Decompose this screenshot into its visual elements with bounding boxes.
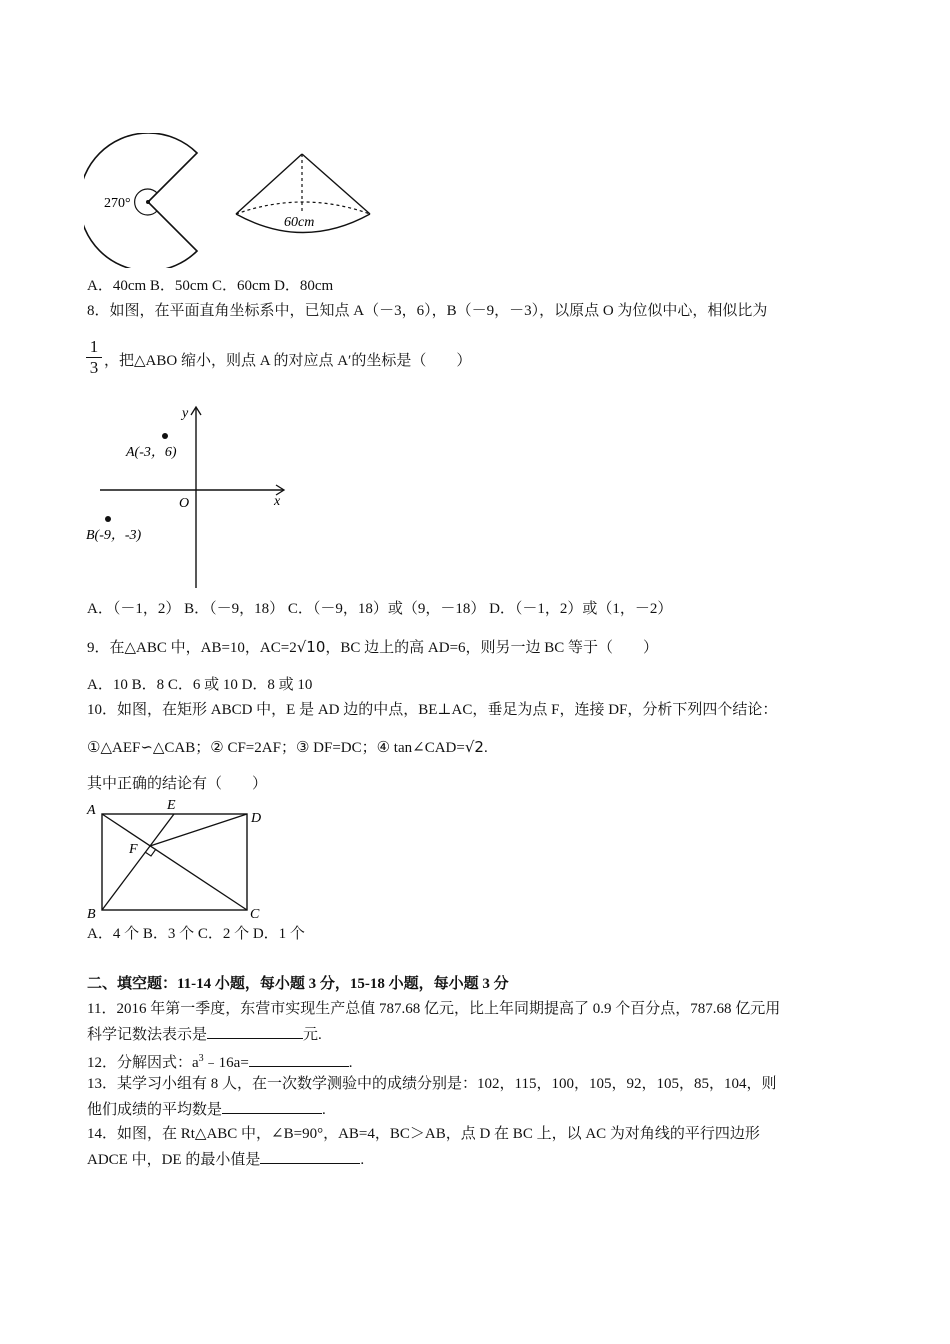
q13-end: . [322,1102,326,1118]
q13-line2 [87,1099,326,1120]
q10-conclusions-text: ①△AEF∽△CAB；② CF=2AF；③ DF=DC；④ tan∠CAD= [87,740,465,756]
answer-blank[interactable] [222,1099,322,1114]
q9-options: A．10 B．8 C．6 或 10 D．8 或 10 [87,677,313,693]
q9-question [87,637,658,658]
q14-end: . [360,1152,365,1168]
fraction-denominator: 3 [89,358,99,377]
y-axis-label: y [182,406,189,421]
length-label: 60cm [284,215,315,230]
q12-exponent: 3 [198,1053,204,1064]
cone-side-right [302,154,370,214]
q12-text-a: 12．分解因式：a [87,1055,199,1071]
q11-line2 [87,1024,322,1045]
fraction-numerator: 1 [89,337,99,356]
q10-options: A．4 个 B．3 个 C．2 个 D．1 个 [87,926,305,942]
q12-question [87,1049,353,1073]
q8-options: A．（－1，2） B．（－9，18） C．（－9，18）或（9，－18） D．（－1，2）或（1，－2） [87,601,673,617]
x-axis-label: x [274,494,281,509]
q10-conclusions [87,737,488,758]
q10-conclusions-end: . [483,740,488,756]
answer-blank[interactable] [207,1024,303,1039]
q8-question: 8．如图，在平面直角坐标系中，已知点 A（－3，6），B（－9，－3），以原点 O 为位似中心，相似比为 [87,303,768,319]
q13-line1: 13．某学习小组有 8 人，在一次数学测验中的成绩分别是：102，115，100，105，92，105，85，104，则 [87,1076,777,1092]
q14-text: ADCE 中，DE 的最小值是 [87,1152,261,1168]
point-a-label: A(-3，6) [126,445,177,460]
segment-be [102,814,174,910]
q14-line1: 14．如图，在 Rt△ABC 中，∠B=90°，AB=4，BC＞AB，点 D 在 BC 上，以 AC 为对角线的平行四边形 [87,1126,760,1142]
answer-blank[interactable] [249,1052,349,1067]
answer-blank[interactable] [260,1149,360,1164]
q13-text: 他们成绩的平均数是 [87,1102,223,1118]
origin-label: O [179,496,190,511]
cone-side-left [236,154,302,214]
label-d: D [251,811,262,826]
label-c: C [250,907,260,922]
diagonal-ac [102,814,247,910]
q9-text-a: 9．在△ABC 中，AB=10，AC=2 [87,640,297,656]
section-heading: 二、填空题：11-14 小题，每小题 3 分，15-18 小题，每小题 3 分 [87,976,509,992]
circle-with-missing-sector [84,133,197,268]
q12-text-c: . [348,1055,353,1071]
angle-label: 270° [104,196,131,211]
cone-base-back [236,202,370,214]
point-b [105,516,111,522]
q14-line2 [87,1149,364,1170]
q7-sector-figure [84,133,374,268]
q10-radical: √2 [464,738,484,756]
q12-text-b: ﹣16a= [203,1055,249,1071]
point-b-label: B(-9，-3) [86,528,142,543]
label-b: B [87,907,96,922]
q10-question: 10．如图，在矩形 ABCD 中，E 是 AD 边的中点，BE⊥AC，垂足为点 F，连接 DF，分析下列四个结论： [87,702,778,718]
q11-line1: 11．2016 年第一季度，东营市实现生产总值 787.68 亿元，比上年同期提高了 0.9 个百分点，787.68 亿元用 [87,1001,781,1017]
label-e: E [167,798,176,813]
q8-fraction [86,338,102,377]
q9-text-b: ，BC 边上的高 AD=6，则另一边 BC 等于（ ） [325,640,659,656]
q10-prompt: 其中正确的结论有（ ） [87,776,268,792]
label-f: F [129,842,138,857]
q11-text: 科学记数法表示是 [87,1027,208,1043]
q11-unit: 元. [303,1027,322,1043]
label-a: A [87,803,96,818]
q9-radical: √10 [296,638,326,656]
center-dot [146,200,150,204]
angle-arc [135,189,157,215]
q7-options: A．40cm B．50cm C．60cm D．80cm [87,278,334,294]
q8-question-continued: ，把△ABO 缩小，则点 A 的对应点 A′的坐标是（ ） [104,353,472,369]
q8-coordinate-figure [84,403,294,591]
point-a [162,433,168,439]
segment-df [150,814,247,846]
q10-rectangle-figure [84,796,269,922]
